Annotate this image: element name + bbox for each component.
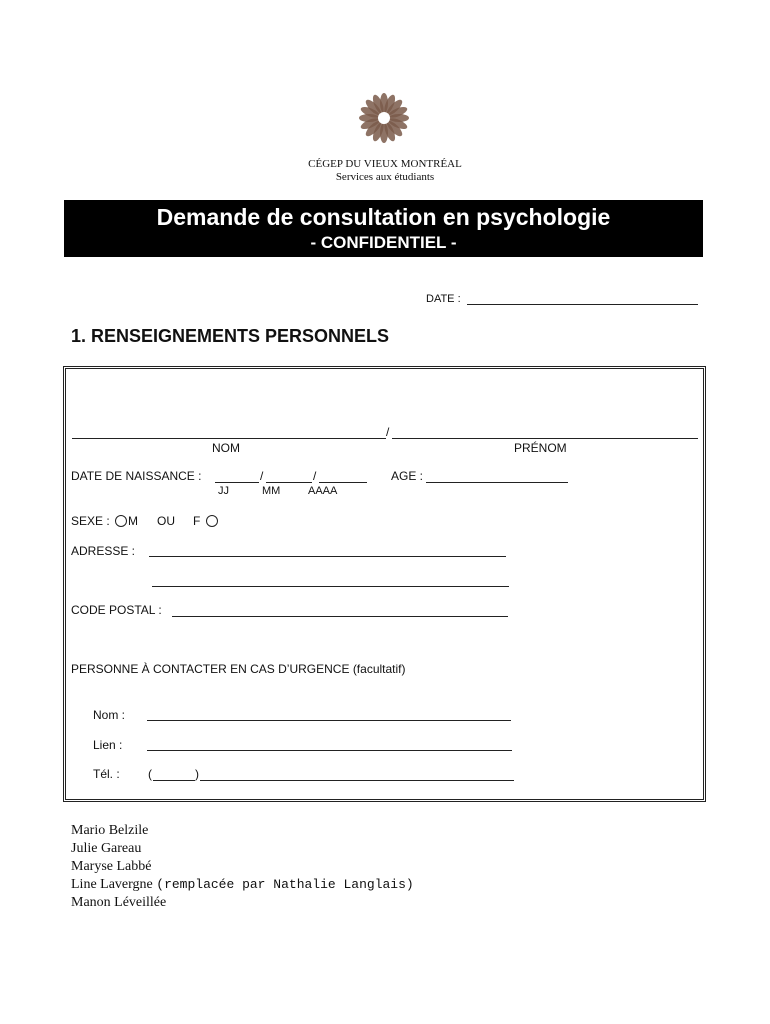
list-item: Julie Gareau bbox=[71, 841, 142, 856]
tel-area-code-field[interactable] bbox=[153, 780, 195, 781]
flower-logo-icon bbox=[358, 92, 410, 144]
name-separator: / bbox=[386, 425, 390, 439]
title-bar bbox=[64, 200, 703, 257]
list-item: Manon Léveillée bbox=[71, 895, 167, 910]
mm-caption: MM bbox=[262, 485, 281, 497]
form-title: Demande de consultation en psychologie bbox=[156, 204, 611, 230]
emergency-contact-heading: PERSONNE À CONTACTER EN CAS D’URGENCE (facultatif) bbox=[71, 662, 406, 676]
sexe-m-label: M bbox=[128, 514, 138, 528]
confidential-label: - CONFIDENTIEL - bbox=[310, 233, 457, 252]
adresse-field-1[interactable] bbox=[149, 556, 506, 557]
sexe-f-label: F bbox=[193, 514, 201, 528]
date-label: DATE : bbox=[426, 293, 461, 305]
jj-caption: JJ bbox=[218, 485, 229, 497]
birth-year-field[interactable] bbox=[319, 482, 367, 483]
aaaa-caption: AAAA bbox=[308, 485, 338, 497]
birth-sep-1: / bbox=[260, 469, 264, 483]
sexe-label: SEXE : bbox=[71, 514, 110, 528]
birth-date-label: DATE DE NAISSANCE : bbox=[71, 469, 202, 483]
contact-lien-label: Lien : bbox=[93, 738, 123, 752]
sexe-ou-label: OU bbox=[157, 514, 175, 528]
list-item: Maryse Labbé bbox=[71, 859, 152, 874]
tel-open-paren: ( bbox=[148, 767, 152, 781]
list-item: Line Lavergne (remplacée par Nathalie Langlais) bbox=[71, 877, 414, 892]
contact-nom-label: Nom : bbox=[93, 708, 126, 722]
institution-name: CÉGEP DU VIEUX MONTRÉAL bbox=[308, 158, 462, 170]
logo-center bbox=[378, 112, 390, 124]
contact-tel-label: Tél. : bbox=[93, 767, 120, 781]
age-label: AGE : bbox=[391, 469, 424, 483]
birth-day-field[interactable] bbox=[215, 482, 259, 483]
contact-nom-field[interactable] bbox=[147, 720, 511, 721]
adresse-label: ADRESSE : bbox=[71, 544, 136, 558]
tel-number-field[interactable] bbox=[200, 780, 514, 781]
nom-field[interactable] bbox=[72, 438, 386, 439]
postal-code-field[interactable] bbox=[172, 616, 508, 617]
birth-month-field[interactable] bbox=[266, 482, 312, 483]
adresse-field-2[interactable] bbox=[152, 586, 509, 587]
age-field[interactable] bbox=[426, 482, 568, 483]
nom-caption: NOM bbox=[212, 441, 240, 455]
sexe-f-radio[interactable] bbox=[206, 515, 218, 527]
section-title: 1. RENSEIGNEMENTS PERSONNELS bbox=[71, 326, 390, 346]
prenom-caption: PRÉNOM bbox=[514, 441, 567, 455]
prenom-field[interactable] bbox=[392, 438, 698, 439]
postal-code-label: CODE POSTAL : bbox=[71, 603, 162, 617]
staff-list bbox=[71, 822, 414, 912]
contact-lien-field[interactable] bbox=[147, 750, 512, 751]
replacement-note: (remplacée par Nathalie Langlais) bbox=[156, 877, 414, 892]
personal-info-box bbox=[63, 366, 706, 802]
department-name: Services aux étudiants bbox=[335, 171, 435, 183]
tel-close-paren: ) bbox=[195, 767, 199, 781]
college-logo bbox=[358, 92, 410, 144]
list-item: Mario Belzile bbox=[71, 823, 149, 838]
birth-sep-2: / bbox=[313, 469, 317, 483]
sexe-m-radio[interactable] bbox=[115, 515, 127, 527]
date-field[interactable] bbox=[467, 304, 698, 305]
